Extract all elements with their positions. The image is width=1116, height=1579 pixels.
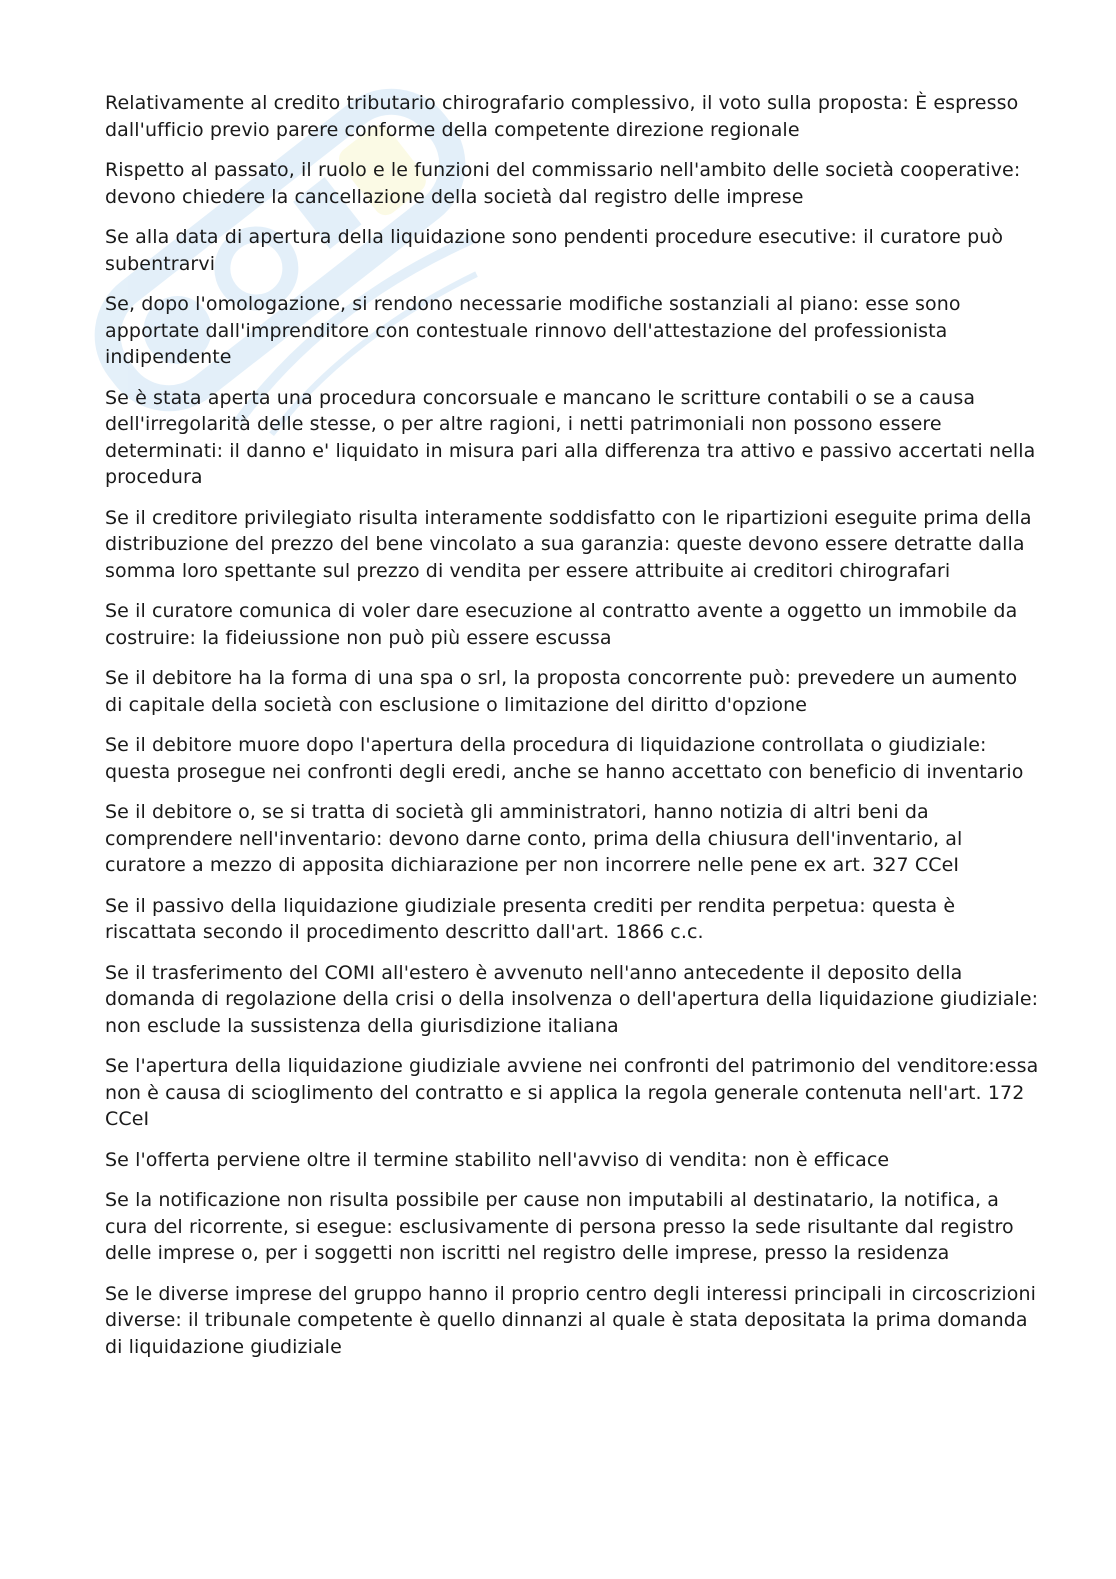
paragraph: Se, dopo l'omologazione, si rendono necessarie modifiche sostanziali al piano: esse sono apportate dall'imprenditore con contestuale rinnovo dell'attestazione del professionista indipendente <box>105 293 961 368</box>
paragraph: Se il passivo della liquidazione giudiziale presenta crediti per rendita perpetua: questa è riscattata secondo il procedimento descritto dall'art. 1866 c.c. <box>105 894 956 943</box>
paragraph: Se l'offerta perviene oltre il termine stabilito nell'avviso di vendita: non è efficace <box>105 1148 890 1171</box>
paragraph: Se il trasferimento del COMI all'estero è avvenuto nell'anno antecedente il deposito della domanda di regolazione della crisi o della insolvenza o dell'apertura della liquidazione giudiziale: non esclude la sussistenza della giurisdizione italiana <box>105 961 1039 1037</box>
paragraph: Se le diverse imprese del gruppo hanno il proprio centro degli interessi principali in circoscrizioni diverse: il tribunale competente è quello dinnanzi al quale è stata depositata la prima domanda di liquidazione giudiziale <box>105 1282 1037 1358</box>
paragraph: Se il creditore privilegiato risulta interamente soddisfatto con le ripartizioni eseguite prima della distribuzione del prezzo del bene vincolato a sua garanzia: queste devono essere detratte dalla somma loro spettante sul prezzo di vendita per essere attribuite ai creditori chirografari <box>105 506 1032 582</box>
paragraph: Relativamente al credito tributario chirografario complessivo, il voto sulla proposta: È espresso dall'ufficio previo parere conforme della competente direzione regionale <box>105 92 1019 141</box>
paragraph: Se la notificazione non risulta possibile per cause non imputabili al destinatario, la notifica, a cura del ricorrente, si esegue: esclusivamente di persona presso la sede risultante dal registro delle imprese o, per i soggetti non iscritti nel registro delle imprese, presso la residenza <box>105 1189 1014 1264</box>
paragraph: Se il curatore comunica di voler dare esecuzione al contratto avente a oggetto un immobile da costruire: la fideiussione non può più essere escussa <box>105 600 1018 649</box>
paragraph: Se il debitore ha la forma di una spa o srl, la proposta concorrente può: prevedere un aumento di capitale della società con esclusione o limitazione del diritto d'opzione <box>105 667 1018 716</box>
paragraph: Se il debitore o, se si tratta di società gli amministratori, hanno notizia di altri beni da comprendere nell'inventario: devono darne conto, prima della chiusura dell'inventario, al curatore a mezzo di apposita dichiarazione per non incorrere nelle pene ex art. 327 CCeI <box>105 801 963 876</box>
paragraph: Se l'apertura della liquidazione giudiziale avviene nei confronti del patrimonio del venditore:essa non è causa di scioglimento del contratto e si applica la regola generale contenuta nell'art. 172 CCeI <box>105 1055 1039 1130</box>
paragraph: Rispetto al passato, il ruolo e le funzioni del commissario nell'ambito delle società cooperative: devono chiedere la cancellazione della società dal registro delle imprese <box>105 159 1021 208</box>
paragraph: Se è stata aperta una procedura concorsuale e mancano le scritture contabili o se a causa dell'irregolarità delle stesse, o per altre ragioni, i netti patrimoniali non possono essere determinati: il danno e' liquidato in misura pari alla differenza tra attivo e passivo accertati nella procedura <box>105 386 1036 488</box>
paragraph: Se il debitore muore dopo l'apertura della procedura di liquidazione controllata o giudiziale: questa prosegue nei confronti degli eredi, anche se hanno accettato con beneficio di inventario <box>105 734 1024 783</box>
paragraph: Se alla data di apertura della liquidazione sono pendenti procedure esecutive: il curatore può subentrarvi <box>105 226 1004 275</box>
document-body <box>105 90 1040 1374</box>
